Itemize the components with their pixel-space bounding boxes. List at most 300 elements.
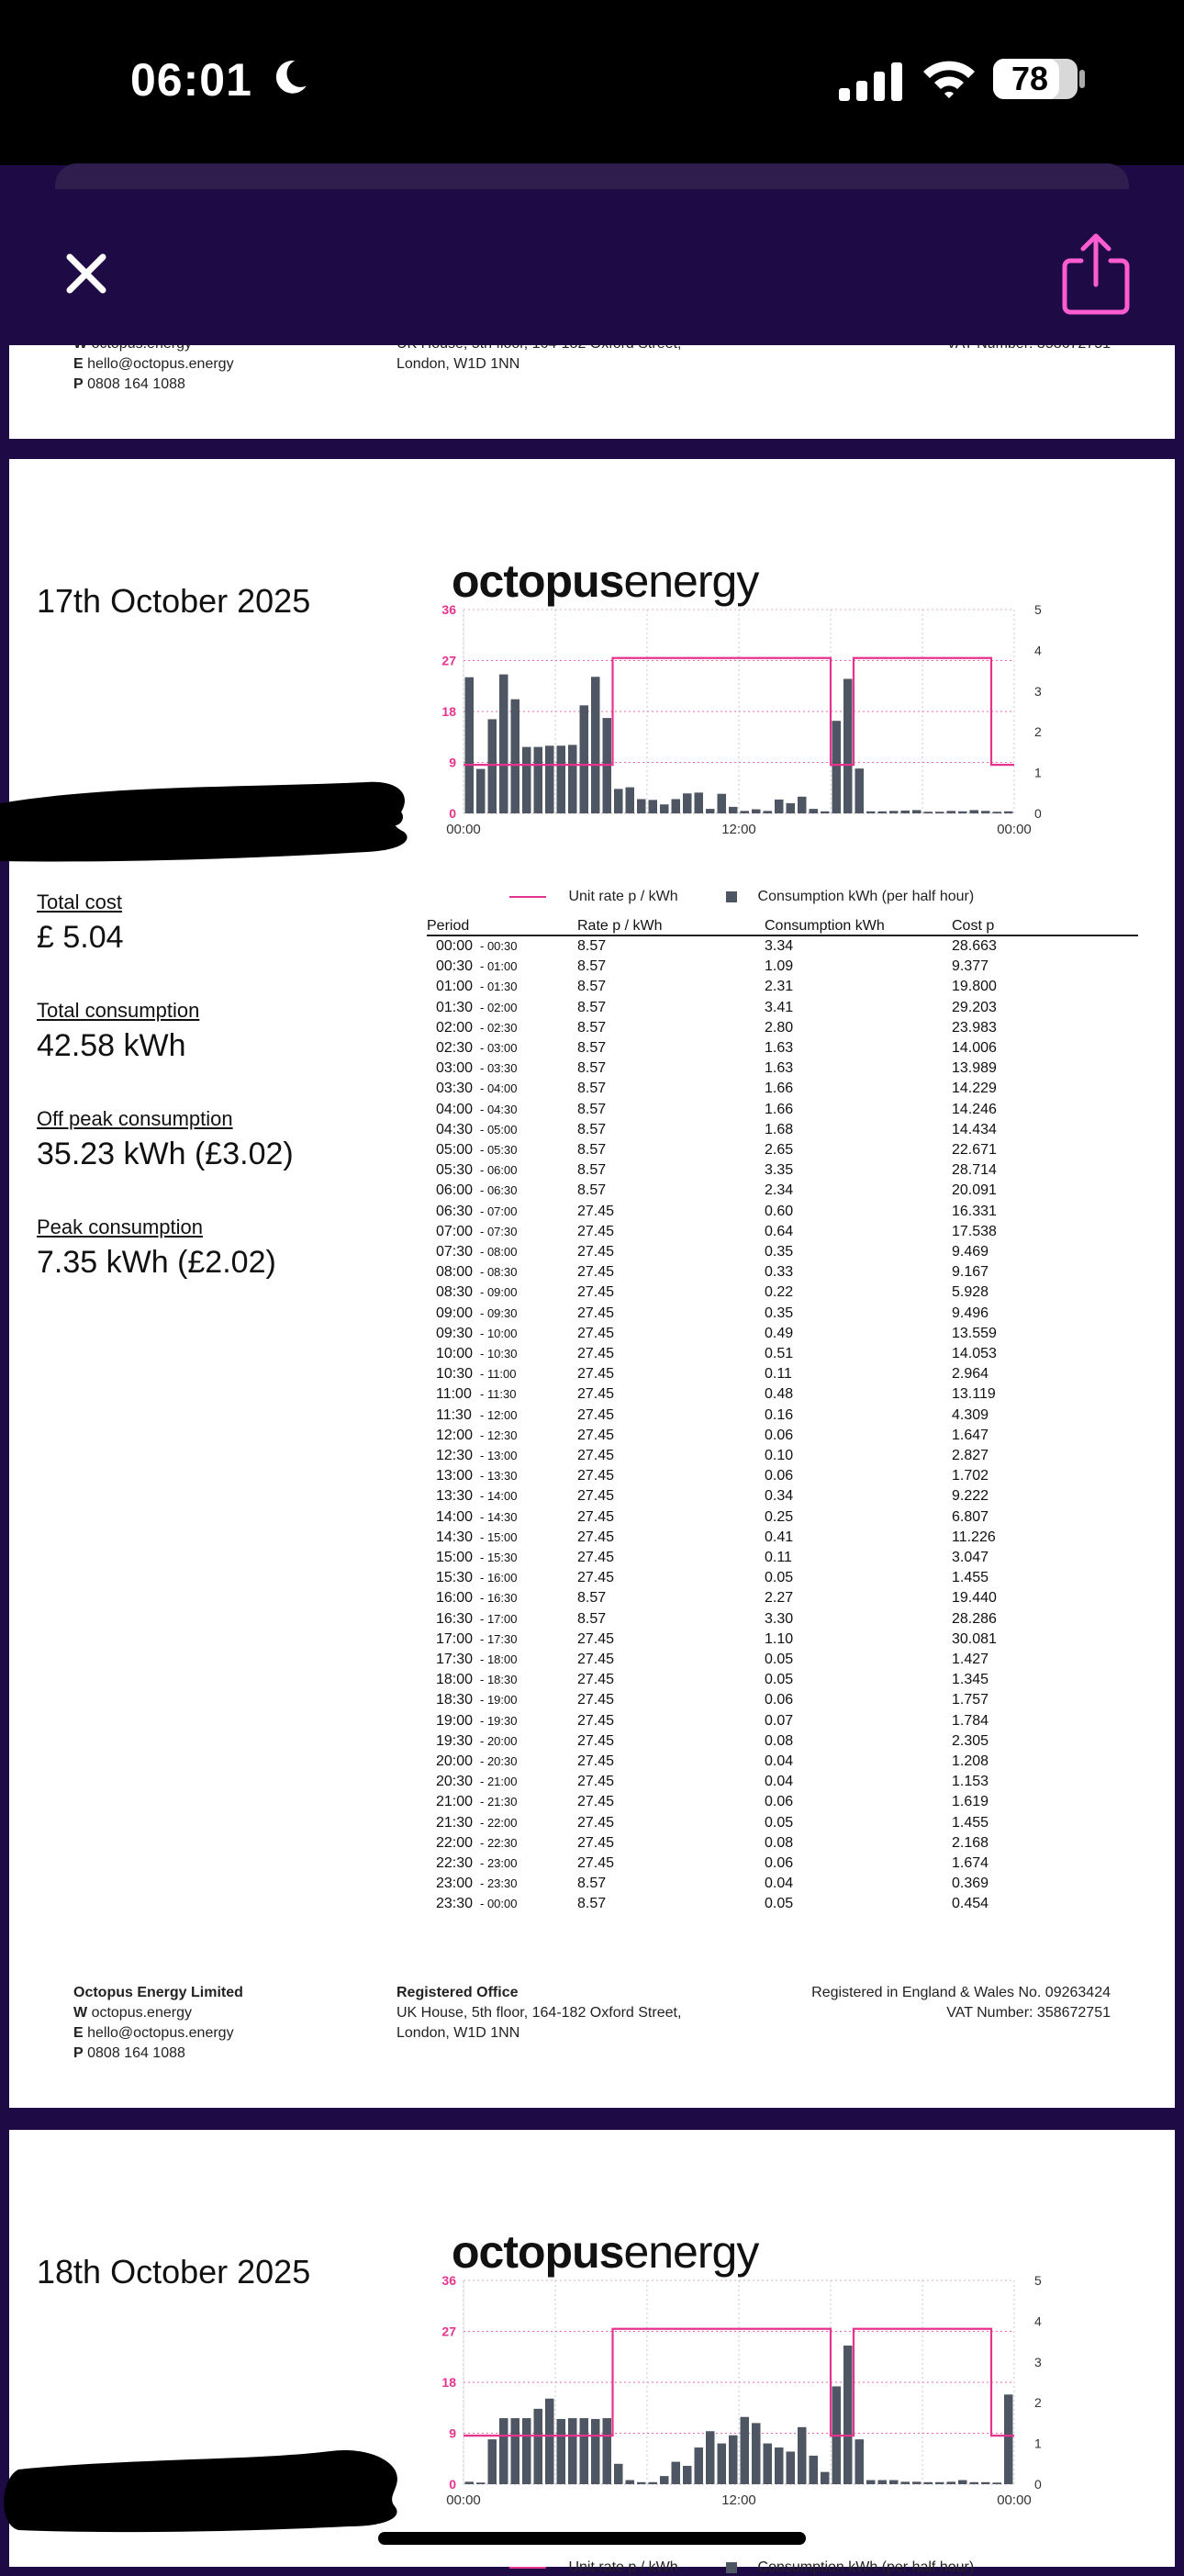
- redaction-scribble: [0, 2442, 422, 2543]
- consumption-bar: [855, 2439, 865, 2484]
- table-row: [427, 958, 1124, 979]
- cell-consumption: 3.35: [765, 1162, 794, 1179]
- consumption-chart-17-october: [413, 597, 1056, 837]
- cell-period-to: - 15:30: [480, 1551, 518, 1564]
- cell-period-from: 04:30: [436, 1121, 474, 1137]
- cell-period-from: 03:00: [436, 1060, 474, 1077]
- cell-cost: 1.619: [952, 1794, 989, 1810]
- cell-cost: 16.331: [952, 1203, 997, 1219]
- consumption-bar: [958, 2481, 967, 2484]
- consumption-bar: [637, 2482, 646, 2484]
- consumption-bar: [706, 809, 715, 813]
- day-date: 17th October 2025: [37, 582, 311, 620]
- table-row: [427, 1713, 1124, 1733]
- cell-period-to: - 02:00: [480, 1000, 518, 1014]
- consumption-bar: [878, 2481, 888, 2484]
- cell-period-to: - 06:30: [480, 1183, 518, 1198]
- cell-rate: 27.45: [577, 1814, 615, 1831]
- cell-rate: 27.45: [577, 1305, 615, 1321]
- consumption-bar: [511, 700, 520, 813]
- consumption-bar: [465, 2481, 475, 2484]
- table-row: [427, 1060, 1124, 1081]
- cell-cost: 28.663: [952, 938, 997, 954]
- cell-period-from: 05:00: [436, 1142, 474, 1158]
- cell-consumption: 1.63: [765, 1060, 794, 1077]
- total-cost-value: £ 5.04: [37, 920, 124, 955]
- cell-period-to: - 07:00: [480, 1204, 518, 1218]
- table-row: [427, 1162, 1124, 1182]
- cell-rate: 27.45: [577, 1406, 615, 1423]
- logo-light: energy: [623, 555, 759, 607]
- cell-consumption: 0.48: [765, 1386, 794, 1403]
- cell-consumption: 0.60: [765, 1203, 794, 1219]
- consumption-bar: [511, 2418, 520, 2484]
- table-row: [427, 1305, 1124, 1326]
- cell-period-to: - 10:00: [480, 1326, 518, 1340]
- table-row: [427, 1224, 1124, 1244]
- cell-rate: 27.45: [577, 1448, 615, 1463]
- cell-consumption: 0.05: [765, 1814, 794, 1831]
- cell-rate: 27.45: [577, 1284, 615, 1301]
- consumption-bar: [614, 789, 623, 813]
- cell-rate: 8.57: [577, 938, 607, 954]
- consumption-bar: [889, 2481, 899, 2484]
- table-row: [427, 1794, 1124, 1814]
- footer-phone: 0808 164 1088: [87, 376, 185, 392]
- cell-period-to: - 22:00: [480, 1815, 518, 1830]
- cell-consumption: 0.41: [765, 1529, 794, 1545]
- y-right-tick-label: 5: [1034, 2273, 1042, 2288]
- cell-period-from: 23:00: [436, 1876, 474, 1892]
- table-row: [427, 1326, 1124, 1346]
- consumption-bar: [718, 794, 727, 813]
- y-right-tick-label: 1: [1034, 765, 1042, 780]
- cell-period-to: - 01:30: [480, 980, 518, 994]
- table-row: [427, 1366, 1124, 1386]
- cell-rate: 27.45: [577, 1855, 615, 1871]
- cell-period-to: - 11:00: [480, 1367, 517, 1382]
- chart-legend: [509, 889, 974, 905]
- cell-rate: 27.45: [577, 1244, 615, 1260]
- office-line2: London, W1D 1NN: [397, 356, 520, 372]
- cell-period-from: 09:30: [436, 1325, 474, 1341]
- table-row: [427, 1020, 1124, 1040]
- cell-period-to: - 20:30: [480, 1754, 518, 1768]
- table-row: [427, 1550, 1124, 1570]
- consumption-bar: [649, 2482, 658, 2484]
- consumption-chart-18-october: [413, 2268, 1056, 2508]
- cell-rate: 27.45: [577, 1529, 615, 1545]
- cell-period-from: 22:00: [436, 1834, 474, 1851]
- cell-cost: 19.800: [952, 979, 997, 995]
- cell-consumption: 0.08: [765, 1732, 794, 1749]
- cell-period-to: - 00:00: [480, 1897, 518, 1911]
- cell-consumption: 0.64: [765, 1223, 794, 1239]
- chart-legend: [509, 2559, 974, 2576]
- close-icon[interactable]: [53, 241, 119, 307]
- cell-rate: 8.57: [577, 1876, 607, 1892]
- cell-period-from: 14:30: [436, 1529, 474, 1545]
- consumption-bar: [924, 2482, 933, 2484]
- cell-cost: 2.305: [952, 1732, 989, 1749]
- cell-cost: 22.671: [952, 1142, 997, 1158]
- cell-cost: 1.647: [952, 1427, 989, 1443]
- cell-period-to: - 05:00: [480, 1122, 518, 1137]
- cell-period-to: - 12:00: [480, 1407, 518, 1422]
- cell-period-to: - 10:30: [480, 1347, 518, 1361]
- cell-period-to: - 05:30: [480, 1143, 518, 1157]
- total-consumption-value: 42.58 kWh: [37, 1028, 186, 1063]
- consumption-bar: [706, 2431, 715, 2484]
- legend-rate: Unit rate p / kWh: [568, 889, 678, 904]
- offpeak-value: 35.23 kWh (£3.02): [37, 1137, 294, 1171]
- cell-cost: 3.047: [952, 1550, 989, 1565]
- table-row: [427, 1876, 1124, 1896]
- consumption-bar: [798, 2427, 807, 2484]
- table-row: [427, 1448, 1124, 1468]
- table-row: [427, 1244, 1124, 1264]
- cell-cost: 29.203: [952, 999, 997, 1015]
- consumption-bar: [637, 799, 646, 813]
- cell-period-from: 08:00: [436, 1264, 474, 1281]
- cell-period-from: 16:30: [436, 1610, 474, 1627]
- cell-consumption: 0.10: [765, 1448, 794, 1463]
- table-row: [427, 1182, 1124, 1203]
- battery-cap: [1079, 70, 1085, 88]
- cell-period-to: - 15:00: [480, 1529, 518, 1544]
- cell-period-from: 14:00: [436, 1508, 474, 1525]
- cell-period-from: 15:00: [436, 1550, 474, 1565]
- cell-cost: 14.053: [952, 1346, 997, 1361]
- cell-cost: 28.714: [952, 1162, 997, 1179]
- y-left-tick-label: 27: [441, 2324, 456, 2339]
- consumption-bar: [901, 811, 910, 813]
- y-left-tick-label: 18: [441, 2375, 456, 2390]
- cell-cost: 4.309: [952, 1406, 989, 1423]
- cell-period-to: - 13:30: [480, 1469, 518, 1484]
- cell-period-from: 20:30: [436, 1774, 474, 1790]
- consumption-bar: [798, 797, 807, 813]
- cell-consumption: 1.66: [765, 1101, 794, 1117]
- cell-period-from: 02:00: [436, 1019, 474, 1036]
- cell-period-to: - 07:30: [480, 1224, 518, 1238]
- bill-page-17-october: [9, 459, 1175, 2108]
- cell-period-to: - 20:00: [480, 1733, 518, 1748]
- cell-consumption: 1.66: [765, 1081, 794, 1097]
- consumption-bar: [787, 2451, 796, 2484]
- consumption-bar: [614, 2464, 623, 2484]
- cell-period-to: - 00:30: [480, 939, 518, 953]
- email-label: E: [73, 356, 84, 372]
- cell-cost: 14.246: [952, 1101, 997, 1117]
- consumption-bar: [810, 2456, 819, 2484]
- consumption-bar: [729, 807, 738, 813]
- consumption-bar: [672, 799, 681, 813]
- cell-period-from: 12:30: [436, 1448, 474, 1463]
- phone-label: P: [73, 376, 84, 392]
- y-right-tick-label: 5: [1034, 602, 1042, 617]
- cell-consumption: 1.09: [765, 958, 794, 975]
- cell-period-to: - 03:00: [480, 1041, 518, 1055]
- table-row: [427, 1753, 1124, 1774]
- cell-cost: 14.229: [952, 1081, 997, 1097]
- y-right-tick-label: 3: [1034, 2354, 1042, 2369]
- table-row: [427, 1733, 1124, 1753]
- office-line1: UK House, 5th floor, 164-182 Oxford Street,: [397, 2005, 682, 2021]
- cell-period-from: 13:30: [436, 1488, 474, 1505]
- col-consumption-header: Consumption kWh: [765, 918, 885, 934]
- legend-consumption-square-icon: [726, 891, 737, 902]
- table-row: [427, 1774, 1124, 1794]
- battery-icon: [993, 59, 1078, 99]
- cell-period-from: 07:30: [436, 1244, 474, 1260]
- consumption-bar: [958, 812, 967, 813]
- consumption-bar: [970, 810, 979, 813]
- table-row: [427, 1652, 1124, 1672]
- col-period-header: Period: [427, 918, 470, 934]
- cell-consumption: 2.31: [765, 979, 794, 995]
- y-right-tick-label: 0: [1034, 2477, 1042, 2492]
- consumption-bar: [660, 804, 669, 813]
- cell-period-from: 23:30: [436, 1896, 474, 1912]
- cell-consumption: 0.05: [765, 1652, 794, 1667]
- x-tick-label: 00:00: [446, 2492, 481, 2508]
- cell-period-from: 19:30: [436, 1732, 474, 1749]
- cell-period-to: - 08:30: [480, 1265, 518, 1280]
- y-right-tick-label: 3: [1034, 683, 1042, 699]
- y-right-tick-label: 4: [1034, 643, 1042, 658]
- cell-cost: 1.345: [952, 1672, 989, 1688]
- consumption-bar: [683, 2466, 692, 2484]
- legend-rate-line-icon: [509, 2563, 546, 2572]
- consumption-bar: [775, 2447, 784, 2484]
- consumption-bar: [729, 2436, 738, 2484]
- cell-period-to: - 23:00: [480, 1856, 518, 1870]
- consumption-bar: [970, 2482, 979, 2484]
- phone-label: P: [73, 2045, 84, 2061]
- registration-number: Registered in England & Wales No. 09263424: [811, 1985, 1111, 2000]
- table-row: [427, 1000, 1124, 1020]
- consumption-bar: [787, 803, 796, 813]
- cell-period-to: - 19:00: [480, 1693, 518, 1708]
- cell-cost: 20.091: [952, 1182, 997, 1199]
- cell-rate: 27.45: [577, 1834, 615, 1851]
- consumption-bar: [522, 2418, 531, 2484]
- table-row: [427, 1346, 1124, 1366]
- cell-consumption: 0.11: [765, 1366, 792, 1383]
- cell-cost: 28.286: [952, 1610, 997, 1627]
- total-consumption-label: Total consumption: [37, 999, 200, 1022]
- cell-cost: 1.702: [952, 1468, 989, 1484]
- status-time: 06:01: [130, 54, 252, 106]
- table-row: [427, 1428, 1124, 1448]
- table-row: [427, 1509, 1124, 1529]
- cell-period-from: 03:30: [436, 1081, 474, 1097]
- cell-cost: 11.226: [952, 1529, 996, 1545]
- cell-rate: 27.45: [577, 1203, 615, 1219]
- cell-period-to: - 06:00: [480, 1163, 518, 1178]
- cell-cost: 0.369: [952, 1876, 989, 1892]
- cell-rate: 8.57: [577, 1590, 607, 1607]
- office-line2: London, W1D 1NN: [397, 2025, 520, 2041]
- table-row: [427, 1590, 1124, 1610]
- cell-period-from: 10:30: [436, 1366, 474, 1383]
- document-viewer-toolbar: [0, 189, 1184, 345]
- cell-cost: 2.827: [952, 1448, 989, 1463]
- cell-rate: 8.57: [577, 1040, 607, 1056]
- cell-period-to: - 14:00: [480, 1489, 518, 1504]
- y-left-tick-label: 9: [449, 2425, 456, 2441]
- logo-light: energy: [623, 2226, 759, 2278]
- cell-cost: 1.455: [952, 1814, 989, 1831]
- cell-consumption: 0.05: [765, 1570, 794, 1586]
- cell-rate: 8.57: [577, 999, 607, 1015]
- consumption-bar: [947, 2481, 956, 2484]
- consumption-bar: [993, 2482, 1002, 2484]
- email-label: E: [73, 2025, 84, 2041]
- do-not-disturb-moon-icon: [272, 57, 310, 95]
- table-row: [427, 979, 1124, 999]
- table-row: [427, 1040, 1124, 1060]
- cell-cost: 2.168: [952, 1834, 989, 1851]
- consumption-bar: [476, 769, 486, 813]
- cell-period-to: - 21:00: [480, 1775, 518, 1789]
- y-right-tick-label: 1: [1034, 2436, 1042, 2451]
- consumption-bar: [981, 811, 990, 813]
- cell-cost: 23.983: [952, 1019, 997, 1036]
- cell-consumption: 0.04: [765, 1774, 794, 1790]
- cell-consumption: 0.06: [765, 1794, 794, 1810]
- footer-web: octopus.energy: [91, 2005, 192, 2021]
- y-right-tick-label: 2: [1034, 2395, 1042, 2411]
- cell-period-from: 06:30: [436, 1203, 474, 1219]
- footer-registration: [811, 1983, 1111, 2023]
- y-right-tick-label: 2: [1034, 724, 1042, 740]
- cell-cost: 1.784: [952, 1712, 989, 1729]
- cell-consumption: 1.63: [765, 1040, 794, 1056]
- table-row: [427, 1204, 1124, 1224]
- footer-email: hello@octopus.energy: [87, 356, 234, 372]
- cell-consumption: 0.07: [765, 1712, 794, 1729]
- y-left-tick-label: 18: [441, 704, 456, 719]
- cell-consumption: 0.25: [765, 1508, 794, 1525]
- legend-consumption: Consumption kWh (per half hour): [757, 889, 975, 904]
- cell-rate: 8.57: [577, 958, 607, 975]
- consumption-bar: [660, 2476, 669, 2484]
- cell-period-from: 17:30: [436, 1652, 474, 1667]
- consumption-bar: [591, 2419, 600, 2484]
- cell-period-from: 07:00: [436, 1223, 474, 1239]
- x-tick-label: 00:00: [997, 822, 1032, 837]
- cell-consumption: 0.11: [765, 1550, 792, 1565]
- cell-rate: 8.57: [577, 1081, 607, 1097]
- cell-rate: 27.45: [577, 1427, 615, 1443]
- consumption-bar: [878, 812, 888, 813]
- consumption-bar: [775, 800, 784, 813]
- cell-consumption: 0.05: [765, 1672, 794, 1688]
- consumption-bar: [695, 2447, 704, 2484]
- share-icon[interactable]: [1057, 231, 1134, 316]
- cell-rate: 27.45: [577, 1732, 615, 1749]
- cell-cost: 1.757: [952, 1692, 989, 1708]
- cell-cost: 5.928: [952, 1284, 989, 1301]
- cell-consumption: 0.06: [765, 1427, 794, 1443]
- cell-rate: 27.45: [577, 1794, 615, 1810]
- cell-rate: 8.57: [577, 1142, 607, 1158]
- consumption-bar: [1004, 812, 1013, 813]
- cell-rate: 8.57: [577, 1162, 607, 1179]
- table-row: [427, 1488, 1124, 1508]
- cell-consumption: 1.10: [765, 1630, 794, 1647]
- cell-rate: 27.45: [577, 1366, 615, 1383]
- cell-consumption: 0.04: [765, 1876, 794, 1892]
- y-left-tick-label: 9: [449, 755, 456, 770]
- table-row: [427, 1815, 1124, 1835]
- cell-period-from: 10:00: [436, 1346, 474, 1361]
- consumption-bar: [764, 811, 773, 813]
- cell-period-from: 22:30: [436, 1855, 474, 1871]
- cell-period-to: - 17:30: [480, 1631, 518, 1646]
- consumption-bar: [912, 2481, 922, 2484]
- consumption-bar: [843, 2346, 853, 2484]
- cell-period-to: - 11:30: [480, 1387, 517, 1402]
- consumption-bar: [580, 705, 589, 813]
- cell-period-to: - 19:30: [480, 1713, 518, 1728]
- consumption-bar: [947, 811, 956, 813]
- cellular-signal-icon: [839, 61, 903, 101]
- y-left-tick-label: 36: [441, 602, 456, 617]
- table-row: [427, 1122, 1124, 1142]
- cell-cost: 1.427: [952, 1652, 989, 1667]
- cell-consumption: 0.33: [765, 1264, 794, 1281]
- cell-consumption: 0.06: [765, 1855, 794, 1871]
- cell-cost: 13.989: [952, 1060, 997, 1077]
- legend-consumption-square-icon: [726, 2562, 737, 2573]
- cell-rate: 8.57: [577, 1610, 607, 1627]
- cell-period-from: 18:00: [436, 1672, 474, 1688]
- consumption-bar: [522, 747, 531, 813]
- consumption-bar: [603, 2418, 612, 2484]
- cell-period-from: 08:30: [436, 1284, 474, 1301]
- consumption-bar: [866, 812, 876, 813]
- table-row: [427, 1570, 1124, 1590]
- logo-bold: octopus: [452, 555, 624, 607]
- cell-rate: 8.57: [577, 1182, 607, 1199]
- consumption-bar: [901, 2481, 910, 2484]
- consumption-bar: [821, 2472, 830, 2484]
- redaction-scribble: [0, 771, 422, 872]
- cell-cost: 1.674: [952, 1855, 989, 1871]
- cell-cost: 6.807: [952, 1508, 989, 1525]
- col-rate-header: Rate p / kWh: [577, 918, 663, 934]
- legend-rate-line-icon: [509, 892, 546, 902]
- cell-period-from: 06:00: [436, 1182, 474, 1199]
- y-left-tick-label: 27: [441, 653, 456, 668]
- y-right-tick-label: 4: [1034, 2313, 1042, 2329]
- cell-period-from: 01:30: [436, 999, 474, 1015]
- cell-consumption: 0.34: [765, 1488, 794, 1505]
- consumption-bar: [545, 745, 554, 813]
- vat-number: VAT Number: 358672751: [946, 2005, 1111, 2021]
- cell-period-from: 16:00: [436, 1590, 474, 1607]
- consumption-bar: [683, 793, 692, 813]
- cell-cost: 13.119: [952, 1386, 996, 1403]
- cell-rate: 27.45: [577, 1774, 615, 1790]
- cell-rate: 27.45: [577, 1712, 615, 1729]
- cell-rate: 27.45: [577, 1346, 615, 1361]
- cell-cost: 2.964: [952, 1366, 989, 1383]
- cell-cost: 1.153: [952, 1774, 989, 1790]
